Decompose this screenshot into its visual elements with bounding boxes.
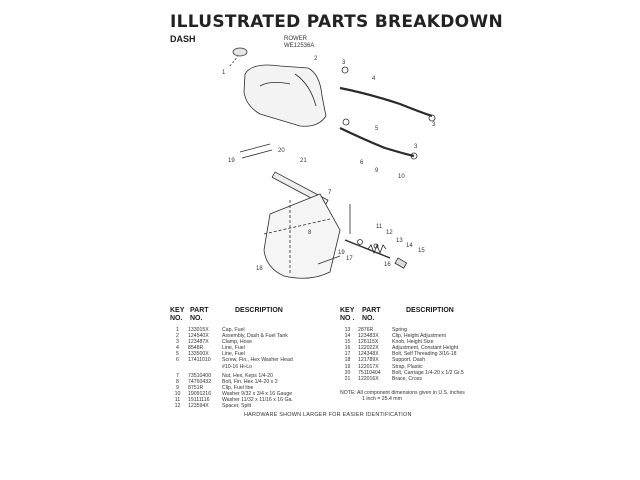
table-row: 10 19091216 Washer 9/32 x 3/4 x 16 Gauge	[174, 390, 293, 397]
dimension-note	[340, 390, 465, 402]
callout-12: 12	[386, 230, 393, 236]
callout-15: 15	[418, 248, 425, 254]
fuel-tank-dash	[244, 65, 326, 126]
hose-clamp-c	[343, 119, 349, 125]
callout-3a: 3	[342, 60, 346, 66]
table-row: 21 122016X Brace, Cross	[344, 375, 422, 382]
callout-11: 11	[376, 224, 383, 230]
callout-2: 2	[314, 56, 318, 62]
right-parts-table	[337, 327, 497, 382]
fuel-cap	[233, 48, 247, 56]
callout-17: 17	[346, 256, 353, 262]
left-header-description: DESCRIPTION	[235, 307, 283, 314]
table-row: 7 73510400 Nut, Hex, Keps 1/4-20	[176, 372, 274, 379]
callout-4: 4	[372, 76, 376, 82]
callout-19b: 19	[338, 250, 345, 256]
model-number: WE12536A	[284, 43, 315, 49]
callout-9: 9	[375, 168, 379, 174]
hardware-footer-note: HARDWARE SHOWN LARGER FOR EASIER IDENTIFICATION	[244, 412, 412, 418]
table-row: 19 122017X Strap, Plastic	[344, 363, 423, 370]
table-row: 8 74760432 Bolt, Fin. Hex 1/4-20 x 2	[176, 378, 278, 385]
right-header-key: KEY NO .	[340, 307, 355, 322]
callout-3c: 3	[414, 144, 418, 150]
right-header-description: DESCRIPTION	[406, 307, 454, 314]
callout-6: 6	[360, 160, 364, 166]
callout-16: 16	[384, 262, 391, 268]
dash-support	[264, 194, 340, 278]
section-label: DASH	[170, 34, 196, 44]
table-row: 3 123487X Clamp, Hose	[176, 339, 252, 346]
table-row: 9 8751R Clip, Fuel line	[176, 384, 254, 391]
left-header-key: KEY NO.	[170, 307, 185, 322]
page-title: ILLUSTRATED PARTS BREAKDOWN	[170, 12, 503, 32]
callout-20: 20	[278, 148, 285, 154]
table-row: 20 75110404 Bolt, Carriage 1/4-20 x 1/2 Gr.5	[344, 369, 464, 376]
table-row: #10-16 Hi-Lo	[222, 363, 252, 370]
callout-19a: 19	[228, 158, 235, 164]
table-row: 14 123483X Clip, Height Adjustment	[344, 333, 446, 340]
table-row: 6 17411010 Screw, Fin., Hex Washer Head	[176, 357, 293, 364]
hose-clamp-a	[342, 67, 348, 73]
table-row: 5 133500X Line, Fuel	[176, 351, 245, 358]
left-parts-table	[167, 327, 339, 409]
note-line-1: NOTE: All component dimensions given in U.S. inches	[340, 390, 465, 396]
callout-18: 18	[256, 266, 263, 272]
table-row: 15 126115X Knob, Height Size	[344, 339, 434, 346]
table-row: 17 124348X Bolt, Self Threading 3/16-18	[344, 351, 457, 358]
callout-21: 21	[300, 158, 307, 164]
fuel-line-lower	[340, 128, 414, 156]
callout-14: 14	[406, 243, 413, 249]
callout-8: 8	[308, 230, 312, 236]
model-brand: ROWER	[284, 36, 307, 42]
fuel-line-upper	[340, 88, 432, 116]
callout-3b: 3	[432, 122, 436, 128]
callout-1: 1	[222, 70, 226, 76]
table-row: 11 19111116 Washer 11/32 x 11/16 x 16 Ga.	[174, 397, 293, 404]
right-header-part: PART NO.	[362, 307, 381, 322]
exploded-parts-diagram	[200, 44, 460, 294]
callout-5: 5	[375, 126, 379, 132]
table-row: 18 121789X Support, Dash	[344, 357, 426, 364]
washer	[358, 240, 363, 245]
table-row: 16 122022X Adjustment, Constant Height	[344, 345, 459, 352]
callout-13: 13	[396, 238, 403, 244]
callout-7: 7	[328, 190, 332, 196]
callout-10: 10	[398, 174, 405, 180]
table-row: 2 124540X Assembly, Dash & Fuel Tank	[176, 333, 288, 340]
note-line-2: 1 inch = 25.4 mm	[362, 396, 402, 403]
height-knob	[395, 258, 407, 268]
left-header-part: PART NO.	[190, 307, 209, 322]
spring	[368, 245, 386, 253]
table-row: 1 133015X Cap, Fuel	[176, 327, 245, 333]
table-row: 4 8548R Line, Fuel	[176, 345, 245, 352]
table-row: 13 2876R Spring	[344, 327, 407, 333]
table-row: 12 123594X Spacer, Split	[174, 403, 252, 410]
